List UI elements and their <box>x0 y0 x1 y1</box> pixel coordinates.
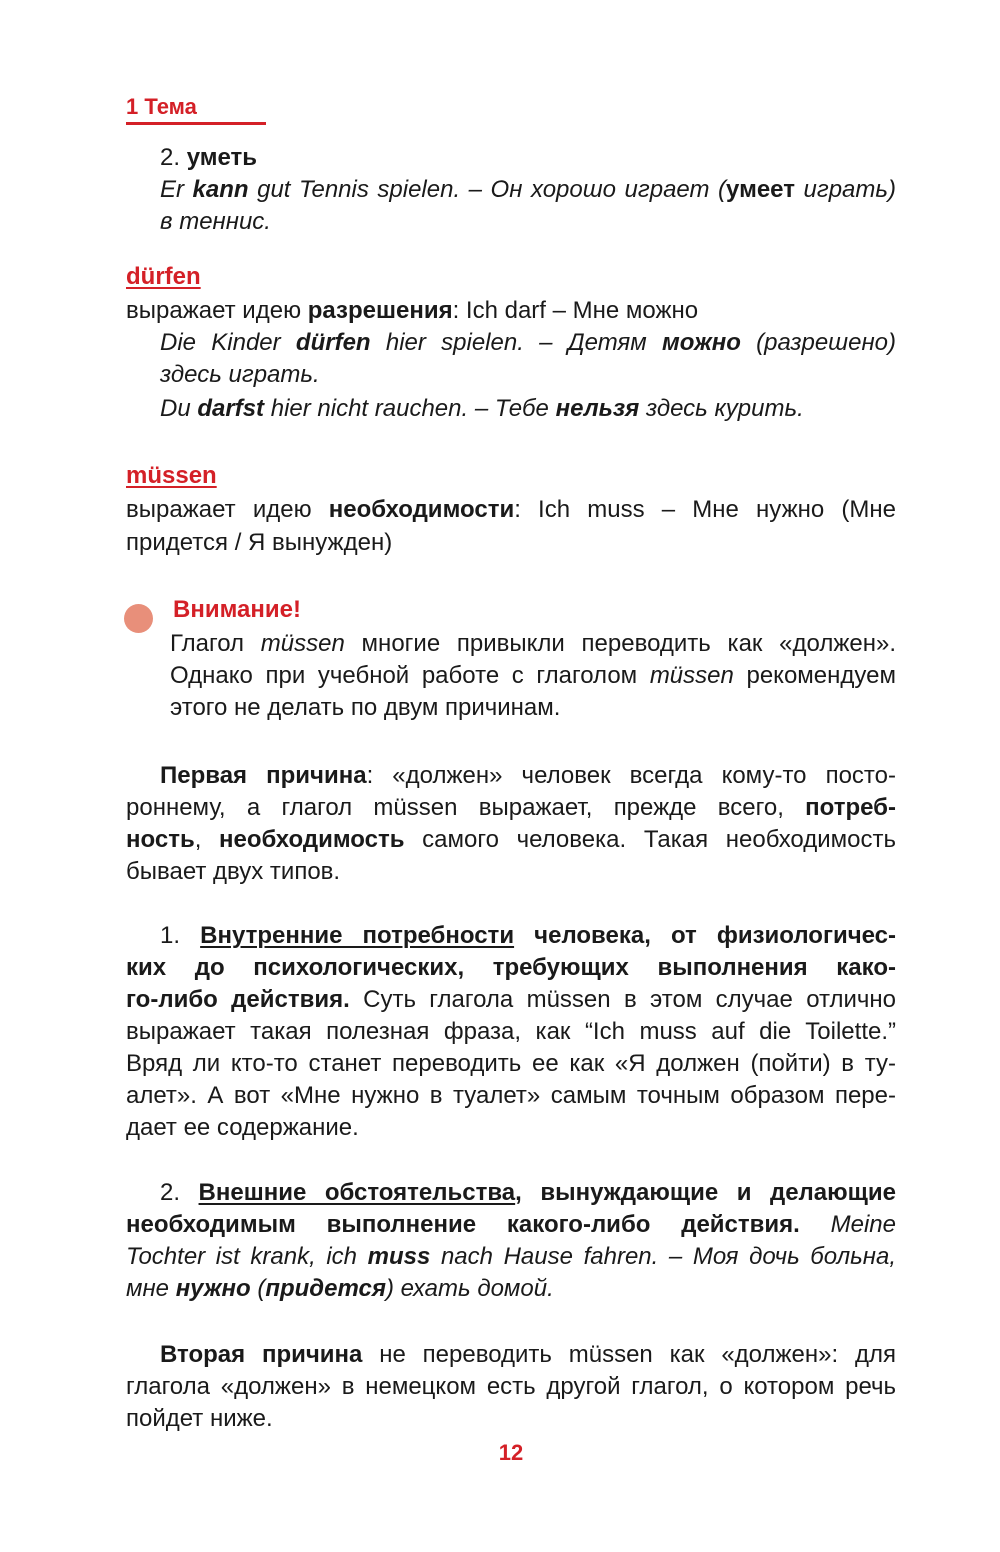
attention-bullet-icon <box>124 604 153 633</box>
duerfen-example1-line2: здесь играть. <box>160 361 320 388</box>
item-number: 1. <box>160 922 201 949</box>
text-bold: придется <box>265 1275 386 1302</box>
reason1-line1 <box>160 760 896 792</box>
text: Du <box>160 395 198 422</box>
topic-heading: 1 Тема <box>126 93 266 125</box>
text-bold: ность <box>126 826 195 853</box>
text-bold: человека, от физиологичес- <box>514 922 897 949</box>
item2-line3 <box>126 1241 896 1273</box>
text: ( <box>250 1275 266 1302</box>
item2-line2 <box>126 1209 896 1241</box>
reason2-line3: пойдет ниже. <box>126 1405 273 1432</box>
item1-line7: дает ее содержание. <box>126 1114 359 1141</box>
umet-example-line2: в теннис. <box>160 208 271 235</box>
text-bold-underline: Внутренние потребности <box>200 922 515 949</box>
text-bold: нельзя <box>555 395 640 422</box>
item1-line5: Вряд ли кто-то станет переводить ее как «Я должен (пойти) в ту- <box>126 1050 896 1077</box>
text-bold: нужно <box>175 1275 251 1302</box>
text-bold: го-либо действия. <box>126 986 350 1013</box>
page-number: 12 <box>498 1440 524 1465</box>
text: многие привыкли переводить как «должен». <box>344 630 896 657</box>
text-bold: потреб- <box>805 794 896 821</box>
text: роннему, а глагол müssen выражает, прежде всего, <box>126 794 806 821</box>
text: рекомендуем <box>733 662 896 689</box>
item2-line4 <box>126 1273 896 1305</box>
text: : Ich muss – Мне нужно (Мне <box>514 496 896 523</box>
muessen-heading: müssen <box>126 462 217 489</box>
text: мне <box>126 1275 176 1302</box>
text: : «должен» человек всегда кому-то посто- <box>366 762 896 789</box>
attention-title: Внимание! <box>173 596 301 623</box>
duerfen-heading: dürfen <box>126 263 201 290</box>
text-italic: müssen <box>260 630 345 657</box>
text: hier spielen. – Детям <box>370 329 662 356</box>
reason1-line2 <box>126 792 896 824</box>
text-bold: muss <box>367 1243 431 1270</box>
duerfen-example1-line1 <box>160 327 896 359</box>
item1-line3 <box>126 984 896 1016</box>
text-bold: необходимость <box>219 826 405 853</box>
item1-line1 <box>160 920 896 952</box>
item1-line2: ких до психологических, требующих выполнения како- <box>126 954 896 981</box>
text: : Ich darf – Мне можно <box>452 297 699 324</box>
muessen-definition-line2: придется / Я вынужден) <box>126 529 393 556</box>
attention-line3: этого не делать по двум причинам. <box>170 694 561 721</box>
text: самого человека. Такая необходимость <box>404 826 896 853</box>
text: Er <box>160 176 193 203</box>
muessen-definition-line1 <box>126 494 896 526</box>
text: здесь курить. <box>639 395 804 422</box>
text: выражает идею <box>126 297 308 324</box>
item1-line4: выражает такая полезная фраза, как “Ich muss auf die Toilette.” <box>126 1018 896 1045</box>
text-bold: kann <box>192 176 249 203</box>
text-bold: умеет <box>726 176 795 203</box>
text-bold: можно <box>661 329 741 356</box>
text: Суть глагола müssen в этом случае отлично <box>349 986 897 1013</box>
item2-line1 <box>160 1177 896 1209</box>
text-bold: необходимости <box>328 496 515 523</box>
text-bold: darfst <box>197 395 265 422</box>
text-italic: Meine <box>799 1211 896 1238</box>
text: nach Hause fahren. – Моя дочь больна, <box>430 1243 896 1270</box>
text-bold: разрешения <box>307 297 453 324</box>
attention-line1 <box>170 628 896 660</box>
text: Однако при учебной работе с глаголом <box>170 662 650 689</box>
text-bold: dürfen <box>295 329 371 356</box>
text: , <box>194 826 220 853</box>
reason2-line2: глагола «должен» в немецком есть другой глагол, о котором речь <box>126 1373 896 1400</box>
text: выражает идею <box>126 496 329 523</box>
text-bold: Первая причина <box>160 762 367 789</box>
text: hier nicht rauchen. – Тебе <box>264 395 556 422</box>
text: Die Kinder <box>160 329 296 356</box>
duerfen-definition <box>126 295 896 327</box>
umet-label <box>160 142 257 174</box>
text: ) ехать домой. <box>386 1275 554 1302</box>
umet-example-line1 <box>160 174 896 206</box>
text: Глагол <box>170 630 261 657</box>
text-bold: необходимым выполнение какого-либо действия. <box>126 1211 800 1238</box>
duerfen-example2 <box>160 393 896 425</box>
item-number: 2. <box>160 144 187 171</box>
reason1-line4: бывает двух типов. <box>126 858 341 885</box>
item1-line6: алет». А вот «Мне нужно в туалет» самым точным образом пере- <box>126 1082 896 1109</box>
text: (разрешено) <box>740 329 896 356</box>
text-bold: Вторая причина <box>160 1341 363 1368</box>
text-italic: müssen <box>649 662 734 689</box>
text: не переводить müssen как «должен»: для <box>362 1341 897 1368</box>
reason2-line1 <box>160 1339 896 1371</box>
text: gut Tennis spielen. – Он хорошо играет ( <box>248 176 727 203</box>
item-number: 2. <box>160 1179 199 1206</box>
reason1-line3 <box>126 824 896 856</box>
attention-line2 <box>170 660 896 692</box>
text: Tochter ist krank, ich <box>126 1243 368 1270</box>
verb-umet: уметь <box>186 144 258 171</box>
text: играть) <box>794 176 896 203</box>
text-bold-underline: Внешние обстоятельства <box>198 1179 516 1206</box>
text-bold: , вынуждающие и делающие <box>515 1179 896 1206</box>
